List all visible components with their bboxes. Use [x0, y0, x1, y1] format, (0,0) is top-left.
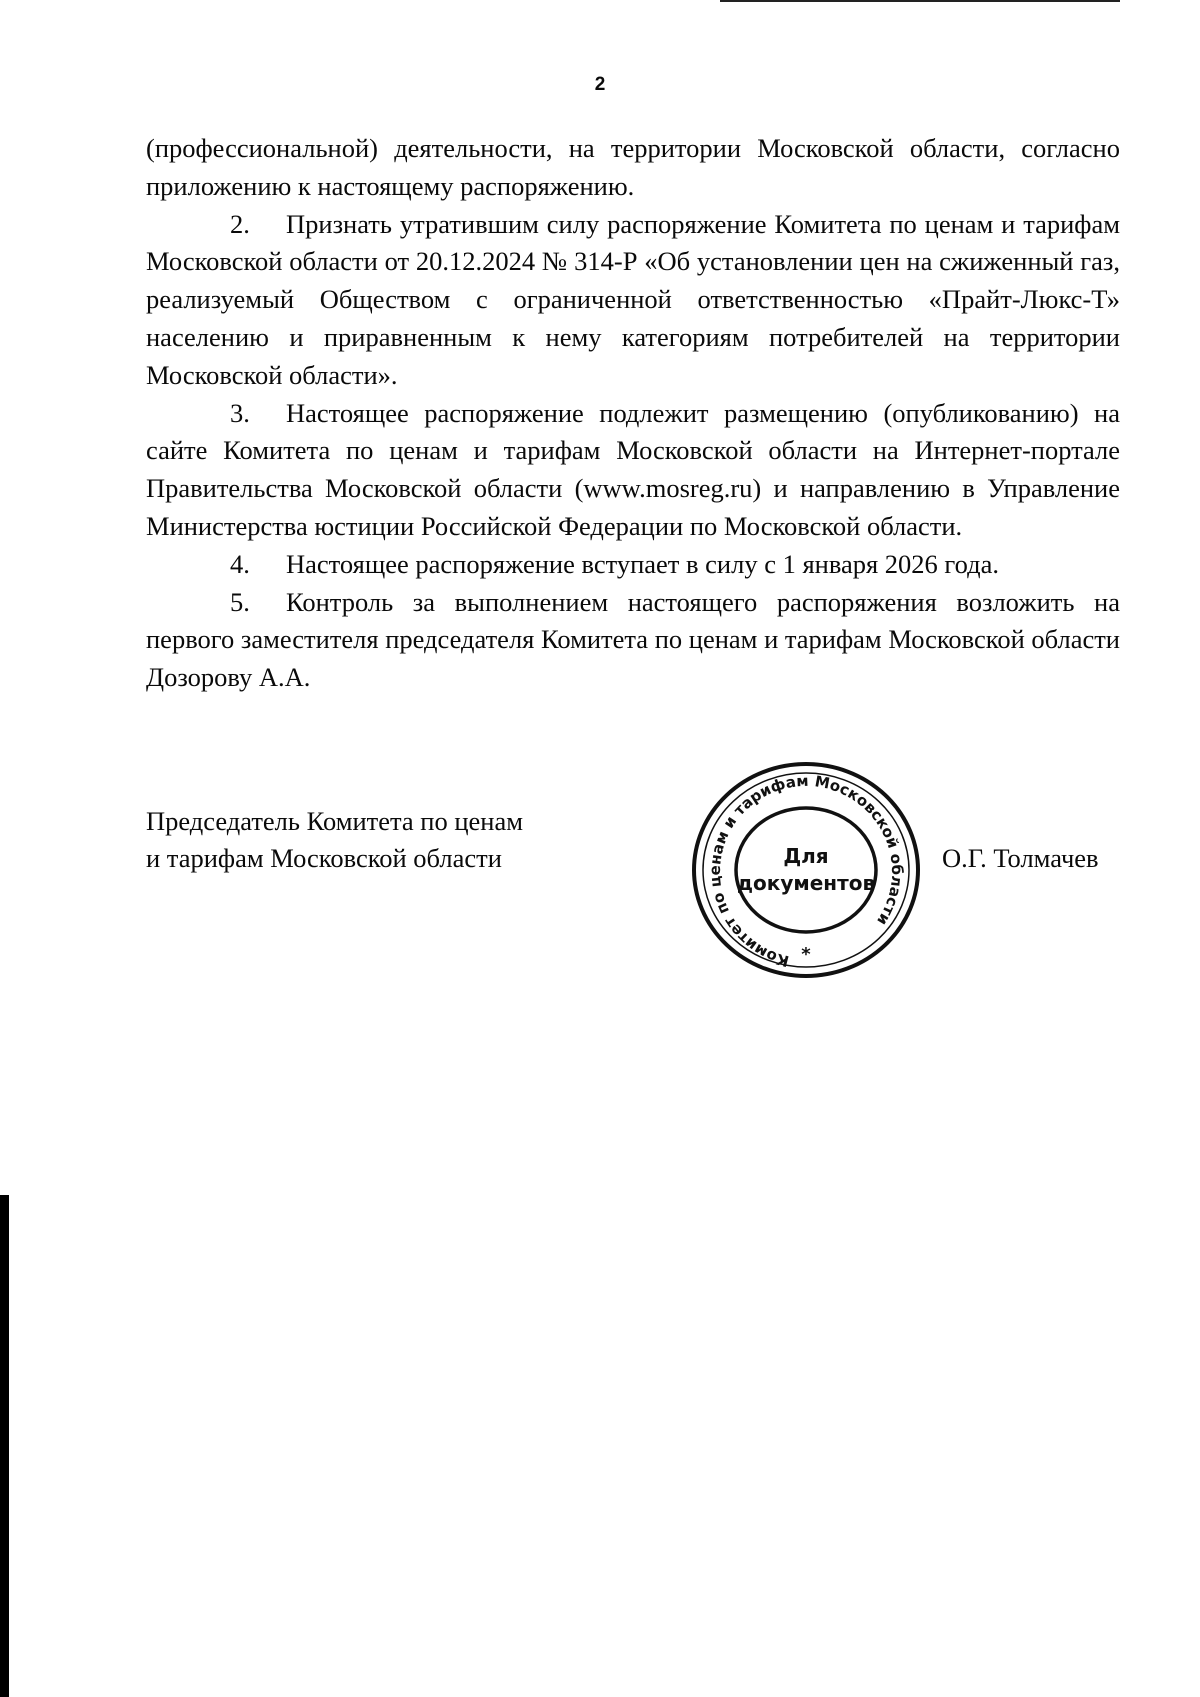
paragraph-5: [146, 584, 1120, 697]
signatory-name: О.Г. Толмачев: [942, 843, 1099, 873]
paragraph-2: [146, 206, 1120, 395]
seal-center-line-1: Для: [783, 844, 829, 868]
document-body: [146, 130, 1120, 697]
paragraph-number: 4.: [230, 548, 250, 579]
paragraph-text: Контроль за выполнением настоящего распоряжения возложить на первого заместителя председателя Комитета по ценам и тарифам Московской области Дозорову А.А.: [146, 586, 1120, 693]
paragraph-text: Признать утратившим силу распоряжение Комитета по ценам и тарифам Московской области от 20.12.2024 № 314-Р «Об установлении цен на сжиженный газ, реализуемый Обществом с ограниченной ответственностью «Прайт-Люкс-Т» населению и приравненным к нему категориям потребителей на территории Московской области».: [146, 208, 1120, 390]
seal-ring-text: Комитет по ценам и тарифам Московской области: [705, 771, 907, 971]
paragraph-4: [146, 546, 1120, 584]
paragraph-number: 2.: [230, 208, 250, 239]
position-line-1: Председатель Комитета по ценам: [146, 806, 524, 836]
paragraph-3: [146, 395, 1120, 546]
seal-center-line-2: документов: [736, 871, 876, 895]
page-number: 2: [594, 74, 606, 95]
scan-artifact-left-edge: [0, 1195, 9, 1697]
paragraph-1-continuation: (профессиональной) деятельности, на территории Московской области, согласно приложению к настоящему распоряжению.: [146, 133, 1120, 201]
paragraph-number: 3.: [230, 397, 250, 428]
signatory-position: [146, 803, 523, 877]
official-seal: [690, 760, 922, 980]
paragraph-number: 5.: [230, 586, 250, 617]
paragraph-text: Настоящее распоряжение подлежит размещению (опубликованию) на сайте Комитета по ценам и тарифам Московской области на Интернет-портале Правительства Московской области (www.mosreg.ru) и направлению в Управление Министерства юстиции Российской Федерации по Московской области.: [146, 397, 1120, 541]
paragraph-text: Настоящее распоряжение вступает в силу с 1 января 2026 года.: [286, 548, 1000, 579]
scan-artifact-top-line: [720, 0, 1120, 2]
position-line-2: и тарифам Московской области: [146, 843, 502, 873]
seal-star-icon: *: [801, 944, 811, 965]
